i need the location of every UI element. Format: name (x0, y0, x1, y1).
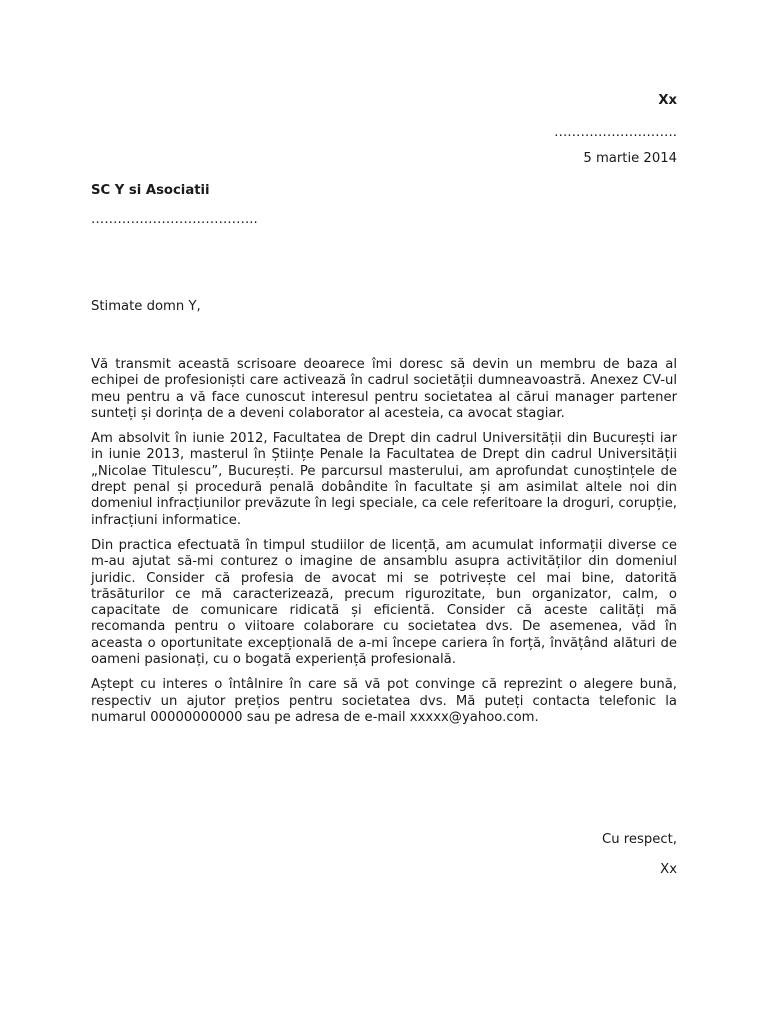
recipient-name: SC Y si Asociatii (91, 183, 210, 198)
letter-date: 5 martie 2014 (583, 151, 677, 166)
recipient-address-placeholder: ……………………………….. (91, 212, 258, 227)
sender-address-placeholder: ………………………. (554, 125, 677, 140)
body-paragraph: Am absolvit în iunie 2012, Facultatea de Drept din cadrul Universității din București iar in iunie 2013, masterul în Științe Penale la Facultatea de Drept din cadrul Universității „Nicolae Titulescu”, București. Pe parcursul masterului, am aprofundat cunoștințele de drept penal și procedură penală dobândite în facultate și am asimilat altele noi din domeniul infracțiunilor prevăzute în legi speciale, ca cele referitoare la droguri, corupție, infracțiuni informatice. (91, 431, 677, 528)
closing: Cu respect, (602, 832, 677, 847)
body-paragraph: Din practica efectuată în timpul studiilor de licență, am acumulat informații diverse ce m-au ajutat să-mi conturez o imagine de ansamblu asupra activităților din domeniul juridic. Consider că profesia de avocat mi se potrivește cel mai bine, datorită trăsăturilor ce mă caracterizează, precum rigurozitate, bun organizator, calm, o capacitate de comunicare ridicată și eficientă. Consider că aceste calități mă recomanda pentru o viitoare colaborare cu societatea dvs. De asemenea, văd în aceasta o oportunitate excepțională de a-mi începe cariera în forță, învățând alături de oameni pasionați, cu o bogată experiență profesională. (91, 537, 677, 668)
letter-body (91, 357, 677, 735)
sender-name: Xx (658, 93, 677, 108)
signature: Xx (660, 862, 677, 877)
body-paragraph: Aștept cu interes o întâlnire în care să vă pot convinge că reprezint o alegere bună, respectiv un ajutor prețios pentru societatea dvs. Mă puteți contacta telefonic la numarul 00000000000 sau pe adresa de e-mail xxxxx@yahoo.com. (91, 677, 677, 725)
salutation: Stimate domn Y, (91, 299, 201, 314)
body-paragraph: Vă transmit această scrisoare deoarece îmi doresc să devin un membru de baza al echipei de profesioniști care activează în cadrul societății dumneavoastră. Anexez CV-ul meu pentru a vă face cunoscut interesul pentru societatea al cărui manager partener sunteți și dorința de a deveni colaborator al acesteia, ca avocat stagiar. (91, 357, 677, 421)
